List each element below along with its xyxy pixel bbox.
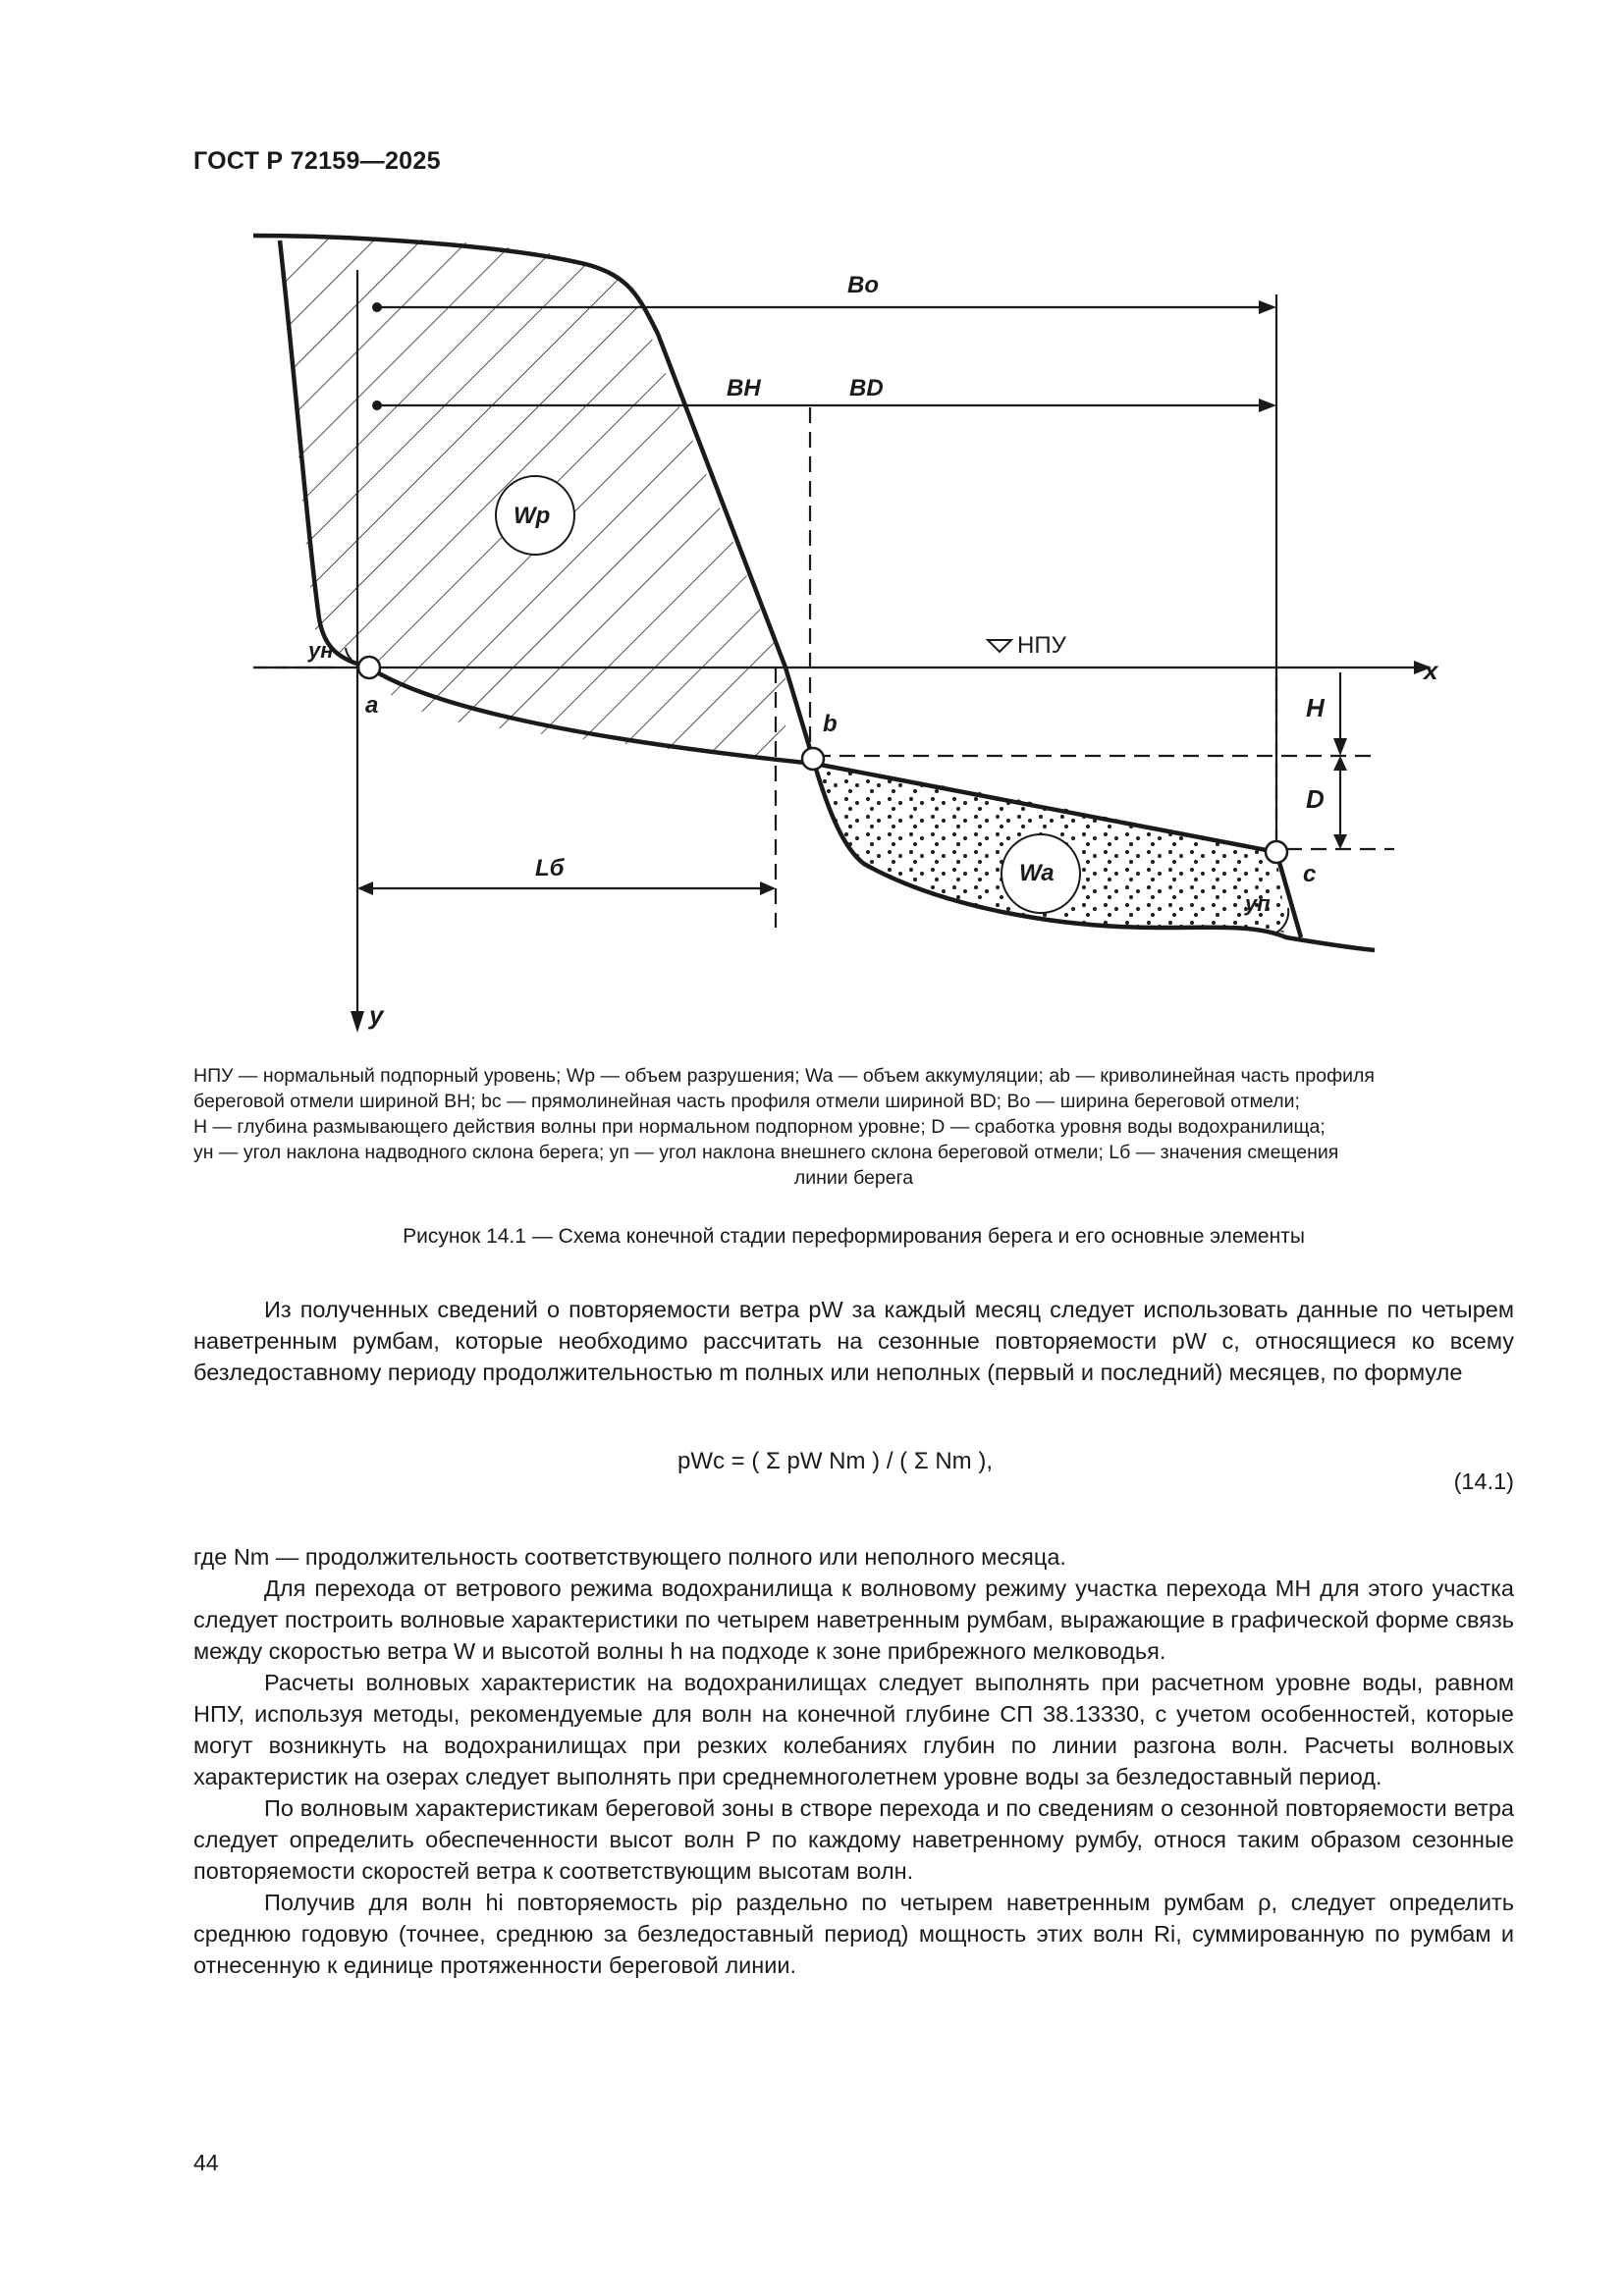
paragraph-3: Для перехода от ветрового режима водохранилища к волновому режиму участка перехода МН для этого участка следует построить волновые характеристики по четырем наветренным румбам, выражающие в графической форме связь между скоростью ветра W и высотой волны h на подходе к зоне прибрежного мелководья. — [193, 1575, 1514, 1664]
legend-line: НПУ — нормальный подпорный уровень; Wp — объем разрушения; Wa — объем аккумуляции; ab — криволинейная часть профиля — [193, 1065, 1375, 1087]
formula-14-1: pWc = ( Σ pW Nm ) / ( Σ Nm ), — [677, 1448, 993, 1474]
shore-profile-diagram — [0, 0, 1624, 1041]
label-c: c — [1303, 861, 1317, 887]
point-c — [1266, 841, 1287, 863]
label-wp: Wp — [514, 503, 551, 529]
figure-title: Рисунок 14.1 — Схема конечной стадии переформирования берега и его основные элементы — [403, 1225, 1305, 1248]
label-yn: yн — [308, 638, 334, 663]
y-axis-arrow — [351, 1011, 364, 1033]
npu-marker-icon — [988, 640, 1011, 652]
label-bh: BH — [727, 375, 761, 401]
paragraph-4: Расчеты волновых характеристик на водохранилищах следует выполнять при расчетном уровне воды, равном НПУ, используя методы, рекомендуемые для волн на конечной глубине СП 38.13330, с учетом особенностей, которые могут возникнуть на водохранилищах при резких колебаниях глубин по линии разгона волн. Расчеты волновых характеристик на озерах следует выполнять при среднемноголетнем уровне воды за безледоставный период. — [193, 1670, 1514, 1789]
label-wa: Wa — [1019, 860, 1055, 886]
legend-line: береговой отмели шириной BH; bc — прямолинейная часть профиля отмели шириной BD; Bo — ширина береговой отмели; — [193, 1091, 1300, 1112]
legend-line: линии берега — [793, 1167, 914, 1189]
figure-legend — [193, 1063, 1514, 1191]
point-b — [802, 748, 824, 770]
point-a — [358, 657, 380, 678]
paragraph-5: По волновым характеристикам береговой зоны в створе перехода и по сведениям о сезонной повторяемости ветра следует определить обеспеченности высот волн P по каждому наветренному румбу, относя таким образом сезонные повторяемости скоростей ветра к соответствующим высотам волн. — [193, 1795, 1514, 1884]
label-x: x — [1424, 656, 1438, 685]
paragraph-2: где Nm — продолжительность соответствующего полного или неполного месяца. — [193, 1544, 1066, 1570]
page-number: 44 — [193, 2150, 219, 2175]
label-h: H — [1306, 693, 1325, 722]
label-y: y — [369, 1000, 384, 1030]
label-d: D — [1306, 784, 1325, 814]
label-b: b — [823, 711, 838, 737]
legend-line: yн — угол наклона надводного склона берега; yп — угол наклона внешнего склона береговой отмели; Lб — значения смещения — [193, 1142, 1339, 1163]
paragraph-1: Из полученных сведений о повторяемости ветра pW за каждый месяц следует использовать данные по четырем наветренным румбам, которые необходимо рассчитать на сезонные повторяемости pW c, относящиеся ко всему безледоставному периоду продолжительностью m полных или неполных (первый и последний) месяцев, по формуле — [193, 1297, 1514, 1385]
equation-number: (14.1) — [1453, 1468, 1514, 1494]
label-lb: Lб — [535, 855, 565, 881]
legend-line: H — глубина размывающего действия волны при нормальном подпорном уровне; D — сработка уровня воды водохранилища; — [193, 1116, 1326, 1138]
label-yp: yп — [1245, 891, 1271, 916]
label-a: a — [365, 692, 379, 719]
label-bd: BD — [849, 375, 884, 401]
label-bo: Bo — [847, 272, 879, 298]
label-npu: НПУ — [1017, 632, 1066, 659]
body-paragraphs — [193, 1541, 1514, 1981]
document-header: ГОСТ Р 72159—2025 — [193, 147, 441, 175]
paragraph-6: Получив для волн hi повторяемость piρ раздельно по четырем наветренным румбам ρ, следует определить среднюю годовую (точнее, среднюю за безледоставный период) мощность этих волн Ri, суммированную по румбам и отнесенную к единице протяженности береговой линии. — [193, 1890, 1514, 1978]
